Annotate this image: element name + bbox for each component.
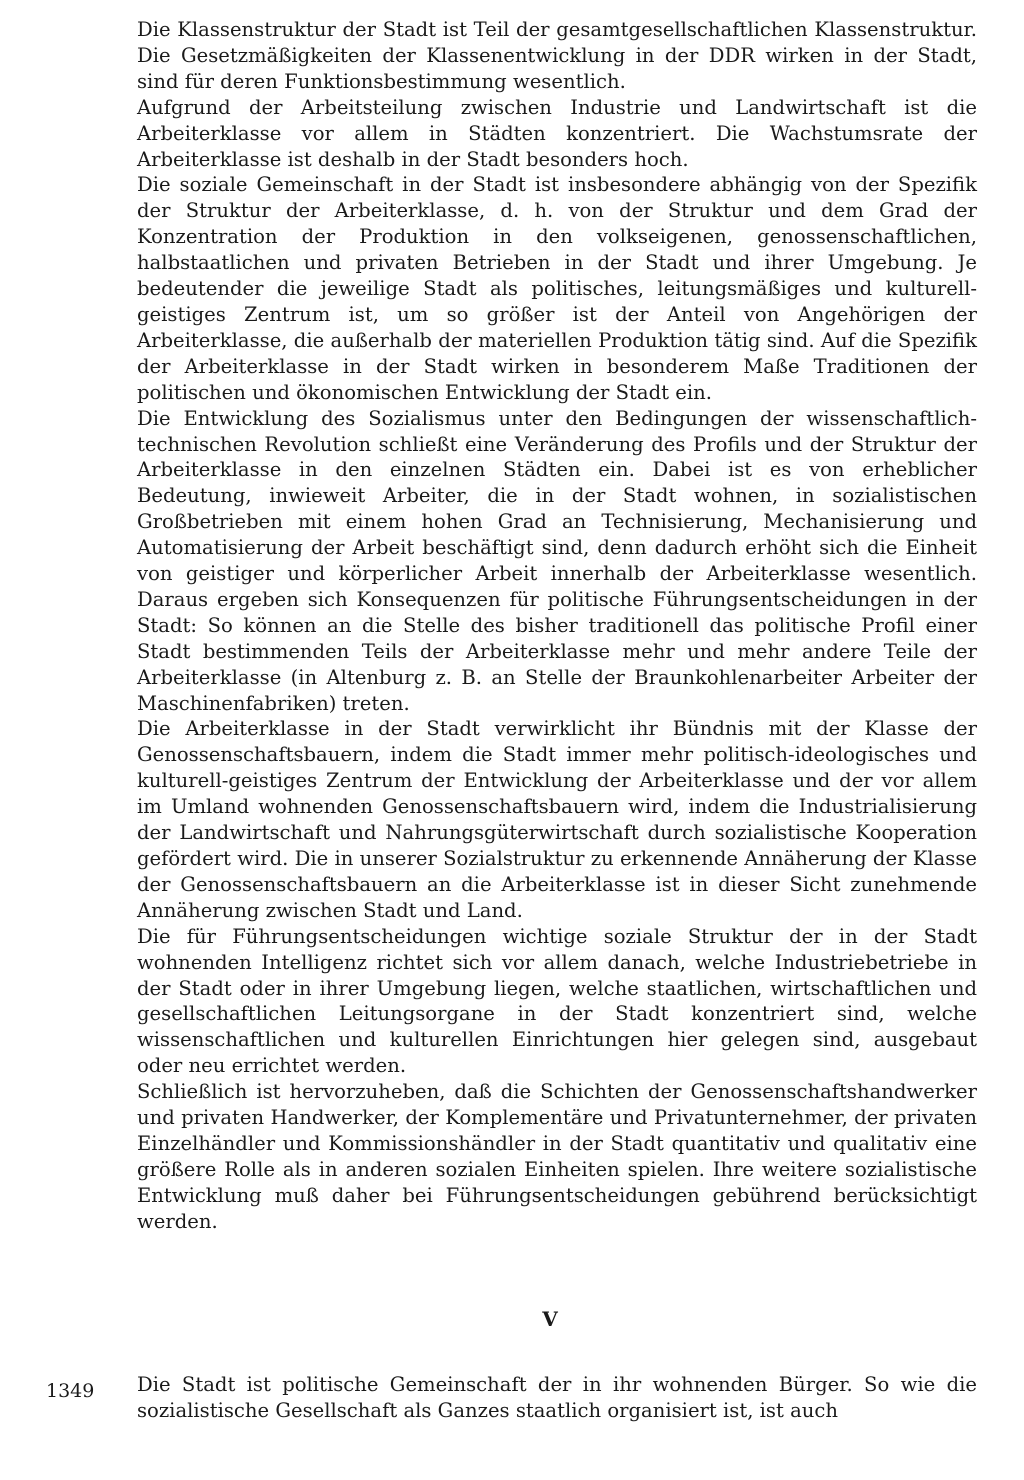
paragraph-5: Die Arbeiterklasse in der Stadt verwirklicht ihr Bündnis mit der Klasse der Genossenschaftsbauern, indem die Stadt immer mehr politisch-ideologisches und kulturell-geistiges Zentrum der Entwicklung der Arbeiterklasse und der vor allem im Umland wohnenden Genossenschaftsbauern wird, indem die Industrialisierung der Landwirtschaft und Nahrungsgüterwirtschaft durch sozialistische Kooperation gefördert wird. Die in unserer Sozialstruktur zu erkennende Annäherung der Klasse der Genossenschaftsbauern an die Arbeiterklasse ist in dieser Sicht zunehmende Annäherung zwischen Stadt und Land. <box>137 717 977 922</box>
paragraph-3: Die soziale Gemeinschaft in der Stadt ist insbesondere abhängig von der Spezifik der Struktur der Arbeiterklasse, d. h. von der Struktur und dem Grad der Konzentration der Produktion in den volkseigenen, genossenschaftlichen, halbstaatlichen und privaten Betrieben in der Stadt und ihrer Umgebung. Je bedeutender die jeweilige Stadt als politisches, leitungsmäßiges und kulturell-geistiges Zentrum ist, um so größer ist der Anteil von Angehörigen der Arbeiterklasse, die außerhalb der materiellen Produktion tätig sind. Auf die Spezifik der Arbeiterklasse in der Stadt wirken in besonderem Maße Traditionen der politischen und ökonomischen Entwicklung der Stadt ein. <box>137 173 977 404</box>
paragraph-6: Die für Führungsentscheidungen wichtige soziale Struktur der in der Stadt wohnenden Intelligenz richtet sich vor allem danach, welche Industriebetriebe in der Stadt oder in ihrer Umgebung liegen, welche staatlichen, wirtschaftlichen und gesellschaftlichen Leitungsorgane in der Stadt konzentriert sind, welche wissenschaftlichen und kulturellen Einrichtungen hier gelegen sind, ausgebaut oder neu errichtet werden. <box>137 924 977 1078</box>
paragraph-2: Aufgrund der Arbeitsteilung zwischen Industrie und Landwirtschaft ist die Arbeiterklasse vor allem in Städten konzentriert. Die Wachstumsrate der Arbeiterklasse ist deshalb in der Stadt besonders hoch. <box>137 95 977 171</box>
paragraph-7: Schließlich ist hervorzuheben, daß die Schichten der Genossenschaftshandwerker und privaten Handwerker, der Komplementäre und Privatunternehmer, der privaten Einzelhändler und Kommissionshändler in der Stadt quantitativ und qualitativ eine größere Rolle als in anderen sozialen Einheiten spielen. Ihre weitere sozialistische Entwicklung muß daher bei Führungsentscheidungen gebührend berücksichtigt werden. <box>137 1080 977 1233</box>
paragraph-1: Die Klassenstruktur der Stadt ist Teil der gesamtgesellschaftlichen Klassenstruktur. Die Gesetzmäßigkeiten der Klassenentwicklung in der DDR wirken in der Stadt, sind für deren Funktionsbestimmung wesentlich. <box>137 18 977 93</box>
closing-paragraph: Die Stadt ist politische Gemeinschaft der in ihr wohnenden Bürger. So wie die sozialistische Gesellschaft als Ganzes staatlich organisiert ist, ist auch <box>137 1372 977 1422</box>
paragraph-4: Die Entwicklung des Sozialismus unter den Bedingungen der wissenschaftlich-technischen Revolution schließt eine Veränderung des Profils und der Struktur der Arbeiterklasse in den einzelnen Städten ein. Dabei ist es von erheblicher Bedeutung, inwieweit Arbeiter, die in der Stadt wohnen, in sozialistischen Großbetrieben mit einem hohen Grad an Technisierung, Mechanisierung und Automatisierung der Arbeit beschäftigt sind, denn dadurch erhöht sich die Einheit von geistiger und körperlicher Arbeit innerhalb der Arbeiterklasse wesentlich. Daraus ergeben sich Konsequenzen für politische Führungsentscheidungen in der Stadt: So können an die Stelle des bisher traditionell das politische Profil einer Stadt bestimmenden Teils der Arbeiterklasse mehr und mehr andere Teile der Arbeiterklasse (in Altenburg z. B. an Stelle der Braunkohlenarbeiter Arbeiter der Maschinenfabriken) treten. <box>137 406 977 715</box>
body-text <box>137 17 977 1235</box>
page-number: 1349 <box>46 1380 95 1402</box>
section-heading: V <box>542 1307 558 1331</box>
